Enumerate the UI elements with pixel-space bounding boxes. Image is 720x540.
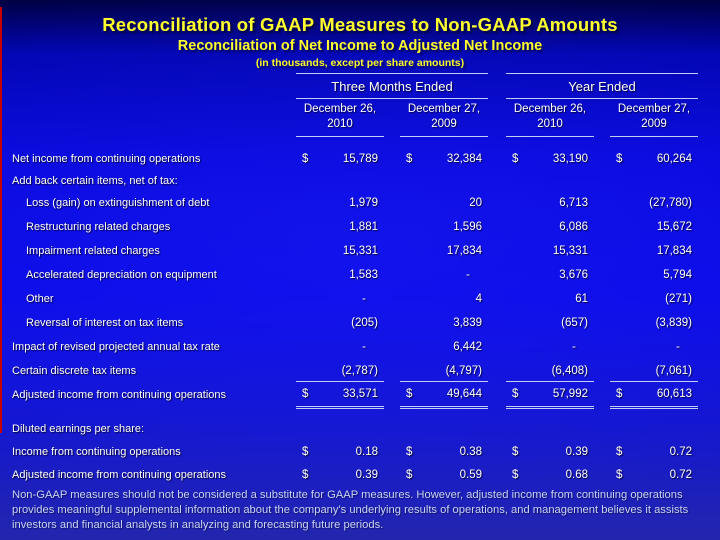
amount: 1,596: [453, 221, 482, 233]
cell-value: [610, 335, 698, 359]
col-header-line2: 2010: [327, 117, 353, 130]
amount: (2,787): [341, 365, 378, 377]
cell-value: [296, 215, 384, 239]
amount: 1,979: [349, 197, 378, 209]
row-label: Income from continuing operations: [12, 445, 181, 458]
col-group-year-ended: Year Ended: [506, 73, 698, 99]
cell-value: [400, 239, 488, 263]
cell-value: [296, 463, 384, 486]
row-label: Net income from continuing operations: [12, 152, 201, 165]
row-label: Impairment related charges: [26, 245, 160, 257]
cell-value: [296, 239, 384, 263]
column-group-header-row: [0, 74, 720, 98]
amount: 0.18: [355, 445, 378, 458]
dollar-sign: $: [512, 445, 519, 458]
amount: (205): [351, 317, 378, 329]
cell-value: [400, 440, 488, 463]
col-header-4: [610, 98, 698, 137]
cell-value: [506, 287, 594, 311]
row-label: Diluted earnings per share:: [12, 422, 145, 435]
cell-value: [296, 359, 384, 383]
amount: (271): [665, 293, 692, 305]
amount: 1,881: [349, 221, 378, 233]
amount: (7,061): [655, 365, 692, 377]
col-header-line2: 2009: [641, 117, 667, 130]
amount: 5,794: [663, 269, 692, 281]
amount: 1,583: [349, 269, 378, 281]
dollar-sign: $: [302, 388, 309, 400]
table-row: [0, 287, 720, 311]
table-row: [0, 359, 720, 383]
col-header-1: [296, 98, 384, 137]
amount: 15,789: [342, 152, 378, 165]
amount: 15,331: [552, 245, 588, 257]
amount: (27,780): [649, 197, 692, 209]
cell-value: [610, 215, 698, 239]
slide-title: Reconciliation of GAAP Measures to Non-GAAP Amounts: [102, 14, 618, 35]
amount: 33,571: [342, 388, 378, 400]
table-row: [0, 417, 720, 440]
amount: (4,797): [445, 365, 482, 377]
dollar-sign: $: [406, 388, 413, 400]
amount: 0.68: [565, 468, 588, 481]
cell-value: [506, 440, 594, 463]
cell-value: [610, 463, 698, 486]
cell-value: [296, 381, 384, 409]
col-header-line1: December 26,: [303, 103, 377, 116]
dollar-sign: $: [406, 445, 413, 458]
cell-value: [296, 335, 384, 359]
dollar-sign: $: [512, 388, 519, 400]
cell-value: [506, 215, 594, 239]
amount: 4: [475, 293, 482, 305]
slide-subtitle: Reconciliation of Net Income to Adjusted Net Income: [177, 38, 543, 54]
cell-value: [610, 440, 698, 463]
row-label: Adjusted income from continuing operations: [12, 468, 227, 481]
cell-value: [296, 440, 384, 463]
amount: 6,713: [559, 197, 588, 209]
cell-value: [296, 287, 384, 311]
date-header-row: [0, 98, 720, 136]
cell-value: [506, 191, 594, 215]
amount: -: [572, 341, 576, 353]
footnote: Non-GAAP measures should not be considered a substitute for GAAP measures. However, adjusted income from continuing operations provides meaningful supplemental information about the company's underlying results of operations, and management believes it assists investors and financial analysts in analyzing and forecasting future periods.: [12, 489, 689, 531]
row-label: Other: [26, 293, 54, 305]
row-label: Loss (gain) on extinguishment of debt: [26, 197, 210, 209]
amount: 57,992: [552, 388, 588, 400]
cell-value: [610, 263, 698, 287]
amount: (6,408): [551, 365, 588, 377]
units-note: (in thousands, except per share amounts): [255, 57, 465, 69]
amount: -: [466, 269, 470, 281]
cell-value: [400, 215, 488, 239]
cell-value: [296, 311, 384, 335]
dollar-sign: $: [302, 152, 309, 165]
amount: 60,613: [656, 388, 692, 400]
cell-value: [610, 381, 698, 409]
cell-value: [610, 287, 698, 311]
col-group-three-months-ended: Three Months Ended: [296, 73, 488, 99]
cell-value: [506, 359, 594, 383]
reconciliation-table: [0, 74, 720, 486]
cell-value: [610, 311, 698, 335]
col-header-3: [506, 98, 594, 137]
cell-value: [400, 359, 488, 383]
amount: 0.38: [459, 445, 482, 458]
amount: 61: [575, 293, 588, 305]
dollar-sign: $: [616, 388, 623, 400]
cell-value: [400, 263, 488, 287]
cell-value: [506, 146, 594, 171]
table-row: [0, 335, 720, 359]
cell-value: [400, 311, 488, 335]
row-label: Adjusted income from continuing operations: [12, 389, 227, 401]
cell-value: [400, 146, 488, 171]
table-row: [0, 239, 720, 263]
dollar-sign: $: [616, 468, 623, 481]
amount: 17,834: [446, 245, 482, 257]
cell-value: [400, 287, 488, 311]
dollar-sign: $: [406, 152, 413, 165]
cell-value: [506, 335, 594, 359]
col-header-2: [400, 98, 488, 137]
amount: 0.39: [355, 468, 378, 481]
amount: 0.72: [669, 445, 692, 458]
amount: 0.39: [565, 445, 588, 458]
cell-value: [400, 335, 488, 359]
table-row: [0, 463, 720, 486]
cell-value: [610, 146, 698, 171]
cell-value: [610, 191, 698, 215]
table-row: [0, 263, 720, 287]
cell-value: [506, 381, 594, 409]
amount: (657): [561, 317, 588, 329]
dollar-sign: $: [616, 152, 623, 165]
row-label: Add back certain items, net of tax:: [12, 175, 178, 187]
col-header-line1: December 27,: [617, 103, 691, 116]
table-row: [0, 171, 720, 191]
amount: 0.59: [459, 468, 482, 481]
amount: 0.72: [669, 468, 692, 481]
dollar-sign: $: [406, 468, 413, 481]
dollar-sign: $: [512, 152, 519, 165]
amount: 15,672: [656, 221, 692, 233]
dollar-sign: $: [616, 445, 623, 458]
cell-value: [296, 146, 384, 171]
cell-value: [506, 311, 594, 335]
table-row: [0, 146, 720, 171]
amount: 3,839: [453, 317, 482, 329]
cell-value: [296, 191, 384, 215]
col-header-line1: December 26,: [513, 103, 587, 116]
row-label: Certain discrete tax items: [12, 365, 137, 377]
amount: 6,442: [453, 341, 482, 353]
row-label: Reversal of interest on tax items: [26, 317, 184, 329]
amount: -: [362, 293, 366, 305]
amount: 32,384: [446, 152, 482, 165]
table-row: [0, 311, 720, 335]
dollar-sign: $: [302, 468, 309, 481]
dollar-sign: $: [302, 445, 309, 458]
cell-value: [506, 263, 594, 287]
cell-value: [400, 381, 488, 409]
table-row: [0, 440, 720, 463]
cell-value: [610, 359, 698, 383]
row-label: Impact of revised projected annual tax rate: [12, 341, 220, 353]
dollar-sign: $: [512, 468, 519, 481]
cell-value: [400, 191, 488, 215]
row-label: Accelerated depreciation on equipment: [26, 269, 217, 281]
table-row: [0, 191, 720, 215]
amount: 60,264: [656, 152, 692, 165]
amount: 49,644: [446, 388, 482, 400]
amount: 20: [469, 197, 482, 209]
col-header-line1: December 27,: [407, 103, 481, 116]
table-row: [0, 215, 720, 239]
cell-value: [400, 463, 488, 486]
table-row-total: [0, 383, 720, 407]
amount: 17,834: [656, 245, 692, 257]
col-header-line2: 2009: [431, 117, 457, 130]
col-header-line2: 2010: [537, 117, 563, 130]
cell-value: [610, 239, 698, 263]
amount: -: [362, 341, 366, 353]
row-label: Restructuring related charges: [26, 221, 171, 233]
cell-value: [296, 263, 384, 287]
amount: -: [676, 341, 680, 353]
cell-value: [506, 239, 594, 263]
amount: (3,839): [655, 317, 692, 329]
amount: 3,676: [559, 269, 588, 281]
amount: 15,331: [342, 245, 378, 257]
cell-value: [506, 463, 594, 486]
amount: 33,190: [552, 152, 588, 165]
amount: 6,086: [559, 221, 588, 233]
